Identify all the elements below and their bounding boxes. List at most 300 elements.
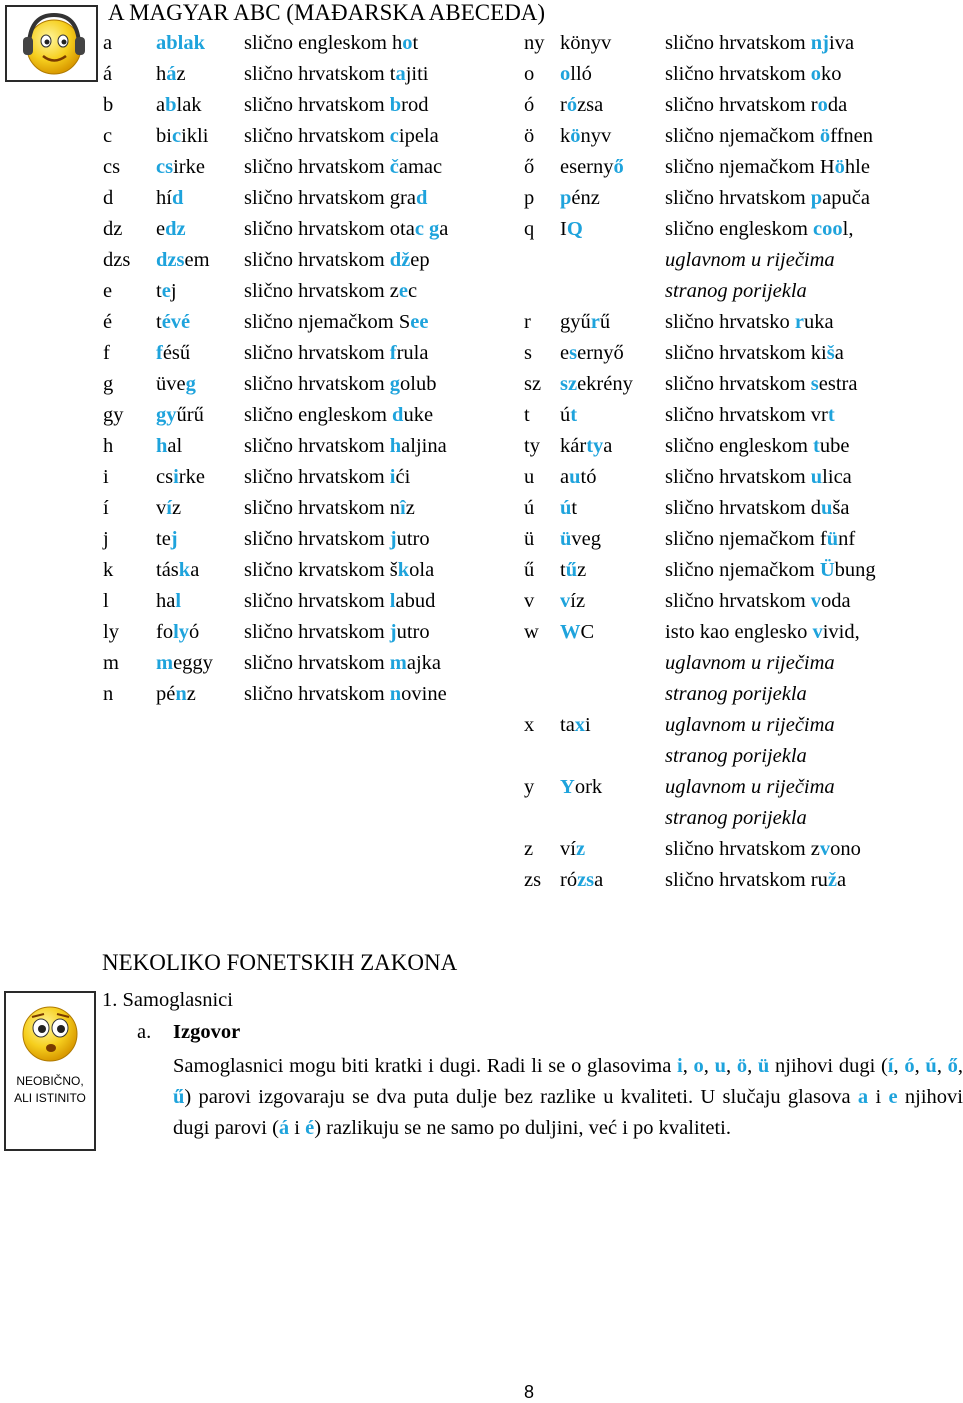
fun-fact-caption-line1: NEOBIČNO, xyxy=(16,1074,84,1088)
right-letter: ü xyxy=(524,528,535,550)
left-letter: ly xyxy=(103,621,119,643)
left-desc-seg: f xyxy=(389,342,397,364)
right-desc-seg: š xyxy=(826,342,835,364)
right-example-word xyxy=(560,496,577,520)
left-letter: f xyxy=(103,342,110,364)
right-desc-seg: ko xyxy=(821,63,842,85)
left-desc-seg: slično hrvatskom t xyxy=(244,63,396,85)
right-letter: ny xyxy=(524,32,545,54)
left-desc-seg: uke xyxy=(403,404,434,426)
para-seg: e xyxy=(888,1086,898,1108)
left-word-seg: e xyxy=(156,218,166,240)
left-word-seg: í xyxy=(166,497,172,519)
right-pronunciation xyxy=(665,496,850,520)
right-example-word xyxy=(560,868,603,892)
right-desc-seg: o xyxy=(817,94,828,116)
right-example-word xyxy=(560,620,594,644)
left-desc-seg: slično hrvatskom xyxy=(244,342,390,364)
left-word-seg: ly xyxy=(173,621,190,643)
left-example-word xyxy=(156,434,182,458)
left-pronunciation xyxy=(244,248,430,272)
right-example-word xyxy=(560,93,603,117)
right-desc-seg: slično hrvatskom ki xyxy=(665,342,827,364)
left-example-word xyxy=(156,93,202,117)
right-desc-seg: v xyxy=(819,838,831,860)
right-word-seg: ő xyxy=(613,156,624,178)
right-desc-seg: u xyxy=(810,466,823,488)
left-example-word xyxy=(156,124,208,148)
right-word-seg: sz xyxy=(560,373,578,395)
right-pronunciation xyxy=(665,806,807,830)
left-word-seg: ésű xyxy=(162,342,191,364)
left-letter: g xyxy=(103,373,114,395)
left-letter: c xyxy=(103,125,113,147)
right-desc-seg: uglavnom u riječima xyxy=(665,776,835,798)
left-desc-seg: ep xyxy=(410,249,430,271)
left-letter: b xyxy=(103,94,114,116)
right-desc-seg: ša xyxy=(832,497,850,519)
right-desc-seg: u xyxy=(821,497,833,519)
right-word-seg: ernyő xyxy=(577,342,624,364)
para-seg: , xyxy=(682,1055,694,1077)
right-word-seg: ta xyxy=(560,714,575,736)
left-word-seg: h xyxy=(156,435,168,457)
right-letter: o xyxy=(524,63,535,85)
right-example-word xyxy=(560,434,612,458)
left-word-seg: z xyxy=(171,497,182,519)
right-word-seg: ó xyxy=(566,94,578,116)
page-number: 8 xyxy=(524,1382,535,1402)
right-letter: zs xyxy=(524,869,542,891)
left-desc-seg: g xyxy=(429,218,440,240)
right-word-seg: ekrény xyxy=(577,373,633,395)
left-desc-seg: ola xyxy=(409,559,435,581)
left-desc-seg: č xyxy=(389,156,399,178)
right-desc-seg: slično hrvatskom xyxy=(665,373,811,395)
left-word-seg: ó xyxy=(189,621,200,643)
left-word-seg: a xyxy=(156,94,166,116)
right-word-seg: ű xyxy=(565,559,578,581)
right-pronunciation xyxy=(665,682,807,706)
right-example-word xyxy=(560,837,585,861)
left-example-word xyxy=(156,403,204,427)
left-word-seg: űrű xyxy=(176,404,204,426)
right-desc-seg: apuča xyxy=(822,187,870,209)
right-word-seg: C xyxy=(580,621,595,643)
left-desc-seg: i xyxy=(389,466,396,488)
left-word-seg: te xyxy=(156,528,171,550)
para-seg: , xyxy=(936,1055,948,1077)
left-word-seg: á xyxy=(166,63,177,85)
headphones-icon-box xyxy=(5,5,98,82)
left-desc-seg: amac xyxy=(398,156,443,178)
left-pronunciation xyxy=(244,558,434,582)
right-desc-seg: t xyxy=(827,404,835,426)
left-desc-seg: slično engleskom h xyxy=(244,32,403,54)
right-word-seg: Y xyxy=(560,776,575,798)
right-desc-seg: nf xyxy=(838,528,856,550)
left-example-word xyxy=(156,31,205,55)
right-desc-seg: slično njemačkom xyxy=(665,125,820,147)
right-example-word xyxy=(560,589,585,613)
right-word-seg: i xyxy=(585,714,591,736)
left-letter: a xyxy=(103,32,113,54)
left-pronunciation xyxy=(244,620,430,644)
right-example-word xyxy=(560,465,596,489)
left-word-seg: évé xyxy=(161,311,191,333)
right-pronunciation xyxy=(665,248,835,272)
right-word-seg: t xyxy=(570,404,578,426)
left-example-word xyxy=(156,465,205,489)
left-desc-seg: slično hrvatskom xyxy=(244,621,390,643)
right-desc-seg: slično hrvatskom xyxy=(665,32,811,54)
left-example-word xyxy=(156,279,177,303)
right-example-word xyxy=(560,310,610,334)
right-word-seg: r xyxy=(590,311,600,333)
left-example-word xyxy=(156,155,205,179)
left-letter: n xyxy=(103,683,114,705)
left-word-seg: gy xyxy=(156,404,177,426)
para-seg: ö xyxy=(736,1055,748,1077)
para-seg: ú xyxy=(925,1055,937,1077)
right-desc-seg: stranog porijekla xyxy=(665,280,807,302)
right-desc-seg: uglavnom u riječima xyxy=(665,714,835,736)
right-word-seg: t xyxy=(560,559,566,581)
para-seg: i xyxy=(289,1117,306,1139)
left-desc-seg: slično engleskom xyxy=(244,404,393,426)
right-example-word xyxy=(560,372,633,396)
left-desc-seg: o xyxy=(402,32,413,54)
left-pronunciation xyxy=(244,279,417,303)
right-word-seg: z xyxy=(575,838,586,860)
right-word-seg: nyv xyxy=(580,125,612,147)
para-seg: ű xyxy=(173,1086,185,1108)
right-example-word xyxy=(560,155,624,179)
right-desc-seg: slično hrvatskom ru xyxy=(665,869,828,891)
right-word-seg: íz xyxy=(570,590,586,612)
right-desc-seg: Ü xyxy=(819,559,835,581)
left-pronunciation xyxy=(244,403,433,427)
left-desc-seg: slično hrvatskom ota xyxy=(244,218,415,240)
right-word-seg: e xyxy=(560,342,570,364)
right-desc-seg: slično njemačkom H xyxy=(665,156,835,178)
para-seg: , xyxy=(914,1055,926,1077)
section-item-1: 1. Samoglasnici xyxy=(102,989,233,1011)
para-seg: ő xyxy=(947,1055,958,1077)
right-example-word xyxy=(560,775,602,799)
right-pronunciation xyxy=(665,713,835,737)
right-desc-seg: ube xyxy=(819,435,850,457)
right-example-word xyxy=(560,403,577,427)
left-desc-seg: c xyxy=(407,280,418,302)
right-desc-seg: v xyxy=(812,621,823,643)
section-item-a-label: a. xyxy=(137,1021,152,1043)
para-seg: Samoglasnici mogu biti kratki i dugi. Radi li se o glasovima xyxy=(173,1055,677,1077)
right-pronunciation xyxy=(665,310,834,334)
right-letter: ő xyxy=(524,156,535,178)
left-desc-seg: d xyxy=(392,404,404,426)
left-pronunciation xyxy=(244,93,429,117)
right-word-seg: W xyxy=(560,621,581,643)
right-word-seg: I xyxy=(560,218,567,240)
right-word-seg: ú xyxy=(560,497,572,519)
left-word-seg: m xyxy=(156,652,174,674)
right-desc-seg: ono xyxy=(830,838,861,860)
fun-fact-box xyxy=(4,991,96,1151)
right-desc-seg: slično engleskom xyxy=(665,435,814,457)
left-letter: m xyxy=(103,652,119,674)
right-word-seg: kár xyxy=(560,435,587,457)
right-word-seg: Q xyxy=(566,218,583,240)
right-desc-seg: a xyxy=(836,869,847,891)
left-example-word xyxy=(156,217,186,241)
right-word-seg: z xyxy=(577,559,587,581)
para-seg: á xyxy=(278,1117,290,1139)
right-desc-seg: o xyxy=(810,63,822,85)
right-pronunciation xyxy=(665,93,847,117)
left-letter: dzs xyxy=(103,249,131,271)
para-seg: , xyxy=(747,1055,758,1077)
left-letter: á xyxy=(103,63,113,85)
left-example-word xyxy=(156,558,199,582)
right-word-seg: a xyxy=(594,869,604,891)
left-word-seg: ablak xyxy=(156,32,205,54)
left-desc-seg: z xyxy=(405,497,415,519)
right-letter: q xyxy=(524,218,535,240)
right-word-seg: s xyxy=(569,342,578,364)
right-pronunciation xyxy=(665,837,861,861)
left-word-seg: ha xyxy=(156,590,176,612)
right-desc-seg: a xyxy=(834,342,844,364)
left-pronunciation xyxy=(244,155,442,179)
right-letter: s xyxy=(524,342,532,364)
right-desc-seg: slično hrvatskom xyxy=(665,590,811,612)
left-pronunciation xyxy=(244,31,418,55)
right-word-seg: eserny xyxy=(560,156,614,178)
right-desc-seg: v xyxy=(810,590,822,612)
right-word-seg: ú xyxy=(560,404,571,426)
right-desc-seg: slično hrvatskom xyxy=(665,466,811,488)
right-pronunciation xyxy=(665,465,852,489)
para-seg: é xyxy=(305,1117,315,1139)
left-desc-seg: h xyxy=(389,435,402,457)
left-desc-seg: slično hrvatskom xyxy=(244,435,390,457)
left-word-seg: z xyxy=(176,63,186,85)
right-desc-seg: p xyxy=(810,187,823,209)
left-desc-seg: c xyxy=(389,125,399,147)
right-word-seg: u xyxy=(569,466,581,488)
right-word-seg: t xyxy=(571,497,578,519)
right-desc-seg: s xyxy=(810,373,819,395)
left-desc-seg: ajka xyxy=(406,652,441,674)
para-seg: ó xyxy=(904,1055,915,1077)
left-desc-seg: slično krvatskom š xyxy=(244,559,398,581)
right-letter: u xyxy=(524,466,535,488)
left-word-seg: ikli xyxy=(181,125,209,147)
right-example-word xyxy=(560,341,624,365)
right-word-seg: ork xyxy=(574,776,603,798)
left-example-word xyxy=(156,682,196,706)
para-seg: o xyxy=(693,1055,704,1077)
right-desc-seg: slično hrvatskom z xyxy=(665,838,820,860)
left-desc-seg: slično hrvatskom xyxy=(244,125,390,147)
left-pronunciation xyxy=(244,372,436,396)
right-example-word xyxy=(560,62,592,86)
para-seg: i xyxy=(677,1055,683,1077)
right-word-seg: a xyxy=(560,466,570,488)
left-word-seg: üve xyxy=(156,373,186,395)
right-pronunciation xyxy=(665,868,846,892)
para-seg: ) parovi izgovaraju se dva puta dulje bez razlike u kvaliteti. U slučaju glasova xyxy=(184,1086,858,1108)
left-desc-seg: ovine xyxy=(401,683,447,705)
fun-fact-caption-line2: ALI ISTINITO xyxy=(14,1091,86,1105)
right-pronunciation xyxy=(665,186,870,210)
para-seg: ) razlikuju se ne samo po duljini, već i po kvaliteti. xyxy=(314,1117,731,1139)
right-pronunciation xyxy=(665,620,860,644)
left-letter: i xyxy=(103,466,109,488)
right-desc-seg: uglavnom u riječima xyxy=(665,652,835,674)
left-letter: cs xyxy=(103,156,121,178)
right-letter: ö xyxy=(524,125,535,147)
left-desc-seg: t xyxy=(412,32,419,54)
right-desc-seg: l, xyxy=(842,218,854,240)
right-desc-seg: estra xyxy=(818,373,858,395)
right-letter: z xyxy=(524,838,534,860)
right-example-word xyxy=(560,558,586,582)
left-pronunciation xyxy=(244,589,435,613)
left-word-seg: h xyxy=(156,63,167,85)
left-pronunciation xyxy=(244,651,441,675)
left-word-seg: n xyxy=(175,683,187,705)
left-word-seg: j xyxy=(170,280,177,302)
right-desc-seg: uglavnom u riječima xyxy=(665,249,835,271)
right-letter: ó xyxy=(524,94,535,116)
right-example-word xyxy=(560,124,611,148)
right-letter: r xyxy=(524,311,531,333)
right-letter: x xyxy=(524,714,535,736)
left-word-seg: t xyxy=(156,311,162,333)
left-pronunciation xyxy=(244,62,429,86)
left-desc-seg: slično hrvatskom gra xyxy=(244,187,416,209)
para-seg: njihovi dugi parovi ( xyxy=(173,1086,963,1139)
right-letter: v xyxy=(524,590,535,612)
left-letter: k xyxy=(103,559,114,581)
left-word-seg: e xyxy=(161,280,171,302)
right-pronunciation xyxy=(665,124,873,148)
right-word-seg: énz xyxy=(571,187,600,209)
right-desc-seg: ö xyxy=(819,125,831,147)
left-example-word xyxy=(156,248,210,272)
left-word-seg: g xyxy=(185,373,196,395)
left-letter: h xyxy=(103,435,114,457)
left-pronunciation xyxy=(244,496,415,520)
left-word-seg: dz xyxy=(165,218,186,240)
left-example-word xyxy=(156,341,190,365)
left-example-word xyxy=(156,651,213,675)
left-example-word xyxy=(156,527,178,551)
left-pronunciation xyxy=(244,527,430,551)
left-desc-seg: slično njemačkom S xyxy=(244,311,411,333)
left-example-word xyxy=(156,186,183,210)
left-word-seg: lak xyxy=(176,94,202,116)
left-letter: d xyxy=(103,187,114,209)
left-word-seg: z xyxy=(186,683,196,705)
right-pronunciation xyxy=(665,744,807,768)
right-letter: p xyxy=(524,187,535,209)
right-desc-seg: lica xyxy=(822,466,852,488)
right-desc-seg: ö xyxy=(834,156,845,178)
right-pronunciation xyxy=(665,775,835,799)
left-word-seg: v xyxy=(156,497,167,519)
left-example-word xyxy=(156,62,186,86)
right-desc-seg: ü xyxy=(826,528,839,550)
right-pronunciation xyxy=(665,217,853,241)
left-pronunciation xyxy=(244,186,427,210)
left-word-seg: tás xyxy=(156,559,179,581)
left-desc-seg: slično hrvatskom xyxy=(244,156,390,178)
right-word-seg: ű xyxy=(599,311,611,333)
left-desc-seg: j xyxy=(389,528,397,550)
para-seg: , xyxy=(726,1055,737,1077)
right-desc-seg: slično engleskom xyxy=(665,218,814,240)
right-word-seg: v xyxy=(560,590,571,612)
right-letter: ty xyxy=(524,435,540,457)
right-desc-seg: bung xyxy=(834,559,876,581)
left-word-seg: i xyxy=(173,466,179,488)
right-desc-seg: slično hrvatskom xyxy=(665,187,811,209)
left-word-seg: a xyxy=(190,559,200,581)
right-pronunciation xyxy=(665,279,807,303)
section-title: NEKOLIKO FONETSKIH ZAKONA xyxy=(102,950,458,975)
left-desc-seg: ći xyxy=(395,466,411,488)
right-pronunciation xyxy=(665,155,870,179)
page-title: A MAGYAR ABC (MAĐARSKA ABECEDA) xyxy=(108,0,546,25)
right-desc-seg: stranog porijekla xyxy=(665,807,807,829)
right-letter: t xyxy=(524,404,530,426)
left-desc-seg: utro xyxy=(396,528,430,550)
left-word-seg: d xyxy=(171,187,184,209)
left-desc-seg: slično hrvatskom xyxy=(244,652,390,674)
right-desc-seg: iva xyxy=(829,32,855,54)
left-desc-seg: k xyxy=(397,559,410,581)
right-desc-seg: coo xyxy=(813,218,843,240)
right-desc-seg: nj xyxy=(810,32,829,54)
right-word-seg: gyű xyxy=(560,311,591,333)
right-desc-seg: stranog porijekla xyxy=(665,683,807,705)
right-desc-seg: ffnen xyxy=(830,125,873,147)
left-desc-seg: slično hrvatskom xyxy=(244,249,390,271)
right-example-word xyxy=(560,527,601,551)
left-desc-seg: utro xyxy=(396,621,430,643)
left-example-word xyxy=(156,496,181,520)
left-word-seg: hí xyxy=(156,187,172,209)
left-desc-seg: l xyxy=(389,590,396,612)
left-desc-seg: a xyxy=(395,63,406,85)
left-desc-seg: ee xyxy=(410,311,429,333)
left-pronunciation xyxy=(244,124,439,148)
right-word-seg: o xyxy=(560,63,571,85)
left-letter: l xyxy=(103,590,109,612)
left-letter: dz xyxy=(103,218,123,240)
vowels-paragraph xyxy=(173,1051,963,1144)
right-letter: w xyxy=(524,621,539,643)
left-desc-seg: rod xyxy=(401,94,429,116)
left-letter: é xyxy=(103,311,113,333)
left-desc-seg: g xyxy=(389,373,401,395)
left-desc-seg: slično hrvatskom xyxy=(244,94,390,116)
left-desc-seg: slično hrvatskom z xyxy=(244,280,399,302)
section-item-a-title: Izgovor xyxy=(173,1021,241,1043)
